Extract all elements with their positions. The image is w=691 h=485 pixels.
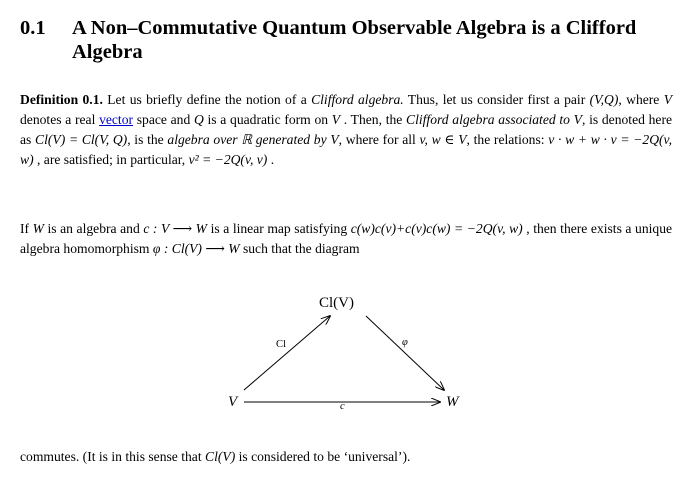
edge-label-cl: Cl <box>276 339 286 350</box>
text: such that the diagram <box>239 241 360 256</box>
text: denotes a real <box>20 112 100 127</box>
closing-paragraph <box>20 447 672 467</box>
text: , the relations: <box>466 132 549 147</box>
arrow-v-to-clv <box>244 316 330 390</box>
section-number: 0.1 <box>20 17 46 39</box>
math-c-map: c : V ⟶ W <box>143 221 208 236</box>
arrow-clv-to-w <box>366 316 444 390</box>
math-clv-equation: Cl(V) = Cl(V, Q) <box>35 132 128 147</box>
text: , is denoted here as <box>20 112 673 147</box>
node-v: V <box>228 394 238 410</box>
math-c-equation: c(w)c(v)+c(v)c(w) = −2Q(v, w) <box>350 221 523 236</box>
node-clv: Cl(V) <box>319 295 354 311</box>
text: commutes. (It is in this sense that <box>20 449 206 464</box>
text: is considered to be ‘universal’). <box>235 449 411 464</box>
math-v-squared: v² = −2Q(v, v) <box>188 152 268 167</box>
text: is a linear map satisfying <box>207 221 351 236</box>
vector-link[interactable]: vector <box>99 112 134 127</box>
edge-label-c: c <box>340 401 345 412</box>
text: , where <box>618 92 664 107</box>
definition-label: Definition 0.1. <box>20 92 103 107</box>
text: , then there exists a unique algebra homomorphism <box>20 221 673 256</box>
math-v: V <box>573 112 582 127</box>
text: space and <box>133 112 194 127</box>
text: is an algebra and <box>43 221 144 236</box>
section-title: A Non–Commutative Quantum Observable Algebra is a Clifford Algebra <box>72 17 637 63</box>
math-clv: Cl(V) <box>205 449 236 464</box>
node-w: W <box>446 394 459 410</box>
term-algebra-over: algebra over ℝ generated by <box>167 132 331 147</box>
math-v: V <box>330 132 339 147</box>
term-clifford-associated: Clifford algebra associated to <box>406 112 574 127</box>
text: . <box>267 152 275 167</box>
text: , are satisfied; in particular, <box>33 152 189 167</box>
math-phi-map: φ : Cl(V) ⟶ W <box>152 241 240 256</box>
math-v: V <box>331 112 341 127</box>
text: If <box>20 221 33 236</box>
text: is a quadratic form on <box>203 112 332 127</box>
text: , is the <box>127 132 168 147</box>
text: . Then, the <box>340 112 407 127</box>
edge-label-phi: φ <box>402 337 408 348</box>
term-clifford-algebra: Clifford algebra. <box>311 92 404 107</box>
math-q: Q <box>193 112 204 127</box>
math-w: W <box>32 221 44 236</box>
text: Thus, let us consider first a pair <box>403 92 590 107</box>
text: , where for all <box>338 132 420 147</box>
text: Let us briefly define the notion of a <box>102 92 312 107</box>
math-pair: (V,Q) <box>589 92 619 107</box>
math-v: V <box>663 92 672 107</box>
math-relation: v · w + w · v = −2Q(v, w) <box>20 132 672 167</box>
math-vw: v, w ∈ V <box>419 132 467 147</box>
